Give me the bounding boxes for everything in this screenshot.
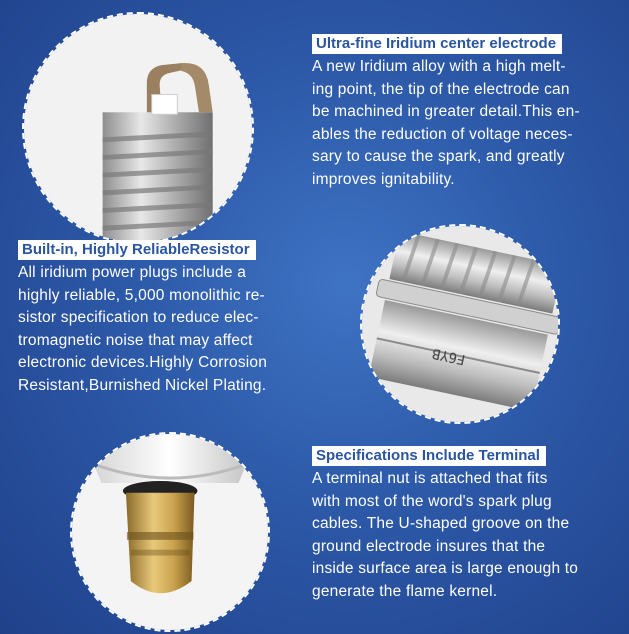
feature-title: Specifications Include Terminal: [312, 446, 546, 466]
feature-iridium-electrode: [312, 34, 580, 191]
description-line: cables. The U-shaped groove on the: [312, 515, 570, 532]
description-line: with most of the word's spark plug: [312, 492, 552, 510]
feature-description: [312, 468, 578, 603]
description-line: sary to cause the spark, and greatly: [312, 148, 565, 165]
description-line: improves ignitability.: [312, 170, 455, 188]
feature-description: [18, 262, 267, 397]
description-line: electronic devices.Highly Corrosion: [18, 354, 268, 371]
description-line: A new Iridium alloy with a high melt-: [312, 58, 566, 75]
description-line: generate the flame kernel.: [312, 582, 498, 600]
feature-description: [312, 56, 580, 191]
description-line: ing point, the tip of the electrode can: [312, 80, 570, 98]
description-line: highly reliable, 5,000 monolithic re-: [18, 286, 265, 304]
description-line: All iridium power plugs include a: [18, 264, 247, 281]
feature-terminal: [312, 446, 578, 603]
feature-title: Built-in, Highly ReliableResistor: [18, 240, 256, 260]
threaded-body-image: [360, 224, 560, 424]
description-line: sistor specification to reduce elec-: [18, 309, 259, 326]
threaded-body-illustration: [362, 226, 558, 422]
terminal-nut-illustration: [72, 434, 268, 630]
description-line: be machined in greater detail.This en-: [312, 103, 580, 120]
feature-resistor: [18, 240, 267, 397]
description-line: ground electrode insures that the: [312, 537, 546, 555]
description-line: tromagnetic noise that may affect: [18, 331, 253, 349]
description-line: A terminal nut is attached that fits: [312, 470, 548, 487]
description-line: ables the reduction of voltage neces-: [312, 125, 573, 143]
description-line: Resistant,Burnished Nickel Plating.: [18, 376, 267, 394]
stamp-label: F6YB: [430, 344, 468, 368]
description-line: inside surface area is large enough to: [312, 560, 579, 577]
feature-title: Ultra-fine Iridium center electrode: [312, 34, 562, 54]
electrode-tip-illustration: [24, 14, 252, 242]
terminal-nut-image: [70, 432, 270, 632]
electrode-tip-image: [22, 12, 254, 244]
